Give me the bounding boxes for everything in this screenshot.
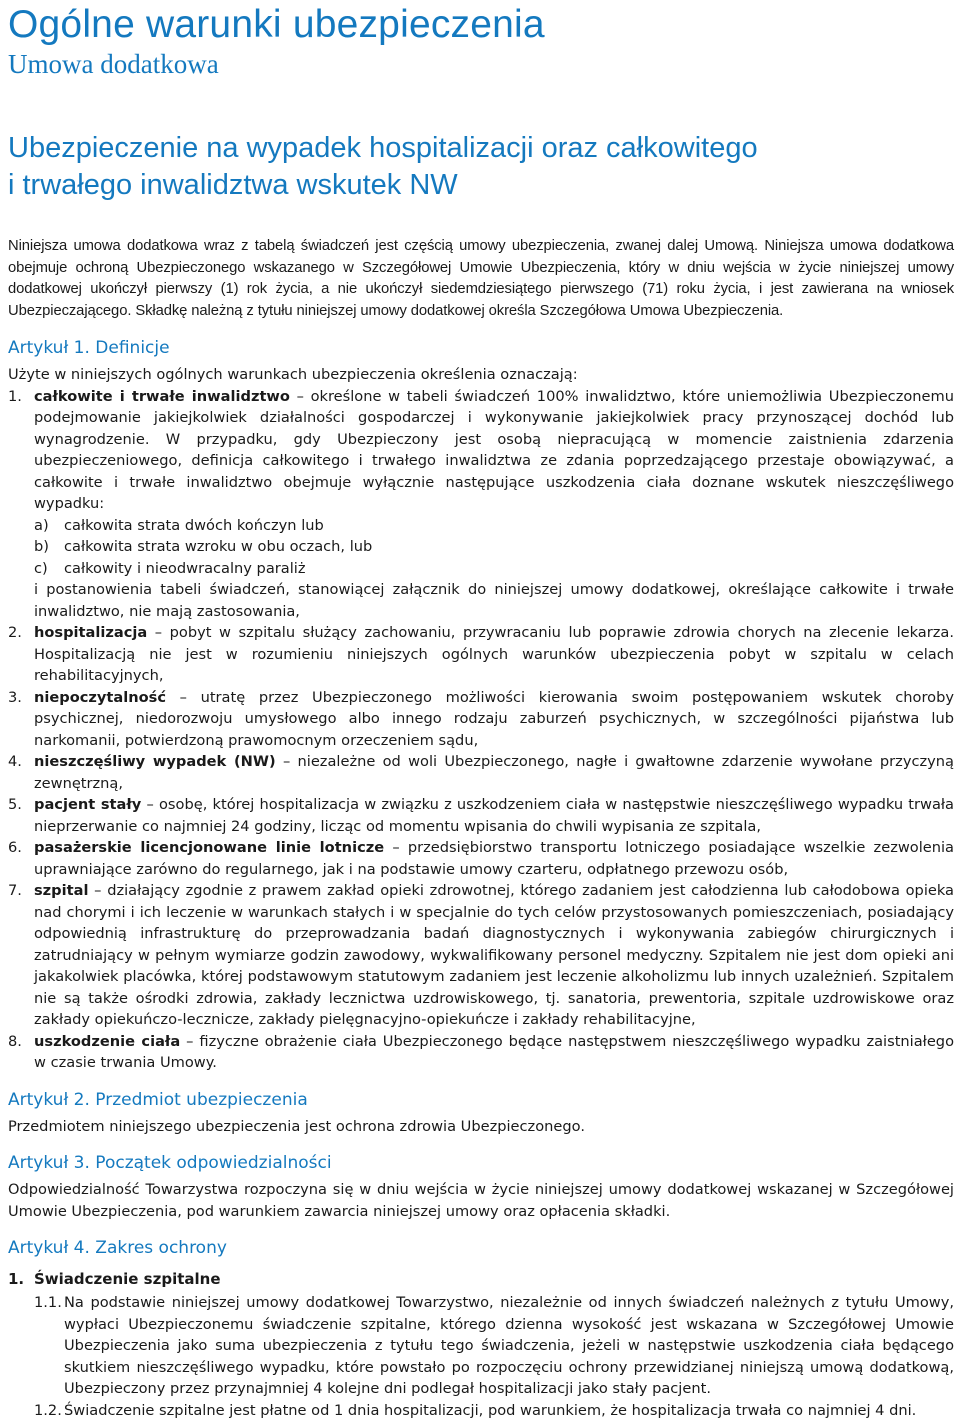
definition-number: 2. <box>8 622 34 687</box>
clause <box>8 1292 954 1400</box>
definition-number: 5. <box>8 794 34 837</box>
sublist-text: całkowita strata dwóch kończyn lub <box>64 515 324 537</box>
definition-term: pacjent stały <box>34 796 141 813</box>
article-2-heading: Artykuł 2. Przedmiot ubezpieczenia <box>8 1088 954 1112</box>
definition-number: 6. <box>8 837 34 880</box>
definition-text: – niezależne od woli Ubezpieczonego, nagłe i gwałtowne zdarzenie wywołane przyczyną zewnętrzną, <box>34 753 954 792</box>
article-4-heading: Artykuł 4. Zakres ochrony <box>8 1236 954 1260</box>
definition-term: całkowite i trwałe inwalidztwo <box>34 388 290 405</box>
sublist-letter: a) <box>34 515 64 537</box>
definition-continuation: i postanowienia tabeli świadczeń, stanowiącej załącznik do niniejszej umowy dodatkowej, określające całkowite i trwałe inwalidztwo, nie mają zastosowania, <box>34 579 954 622</box>
sublist-item <box>34 515 954 537</box>
definition-item <box>8 386 954 623</box>
definition-text: – fizyczne obrażenie ciała Ubezpieczonego będące następstwem nieszczęśliwego wypadku zaistniałego w czasie trwania Umowy. <box>34 1033 954 1072</box>
definition-text: – osobę, której hospitalizacja w związku z uszkodzeniem ciała w następstwie nieszczęśliwego wypadku trwała nieprzerwanie co najmniej 24 godziny, licząc od momentu wpisania do chwili wypisania ze szpitala, <box>34 796 954 835</box>
article-1-heading: Artykuł 1. Definicje <box>8 336 954 360</box>
document-title: Ogólne warunki ubezpieczenia <box>8 0 954 48</box>
clause <box>8 1400 954 1421</box>
definition-item <box>8 1031 954 1074</box>
clause-number: 1.2. <box>34 1400 64 1421</box>
clause-text: Świadczenie szpitalne jest płatne od 1 dnia hospitalizacji, pod warunkiem, że hospitalizacja trwała co najmniej 4 dni. <box>64 1400 954 1421</box>
definition-number: 1. <box>8 386 34 623</box>
definition-text: – utratę przez Ubezpieczonego możliwości kierowania swoim postępowaniem wskutek choroby psychicznej, niedorozwoju umysłowego albo innego rodzaju zaburzeń psychicznych, w szczególności pijaństwa lub narkomanii, potwierdzoną prawomocnym orzeczeniem sądu, <box>34 689 954 749</box>
section-number: 1. <box>8 1268 34 1290</box>
product-title-line-1: Ubezpieczenie na wypadek hospitalizacji oraz całkowitego <box>8 130 954 167</box>
section-heading <box>8 1268 954 1290</box>
definition-text: – określone w tabeli świadczeń 100% inwalidztwo, które uniemożliwia Ubezpieczonemu podejmowanie jakiejkolwiek działalności gospodarczej i wykonywanie jakiejkolwiek pracy przynoszącej dochód lub wynagrodzenie. W przypadku, gdy Ubezpieczony jest osobą niepracującą w momencie zaistnienia zdarzenia ubezpieczeniowego, definicja całkowitego i trwałego inwalidztwa ze zdania poprzedzającego przestaje obowiązywać, a całkowite i trwałe inwalidztwo obejmuje wyłącznie następujące uszkodzenia ciała doznane wskutek nieszczęśliwego wypadku: <box>34 388 954 513</box>
definition-text: – działający zgodnie z prawem zakład opieki zdrowotnej, którego zadaniem jest całodzienna lub całodobowa opieka nad chorymi i ich leczenie w warunkach stałych i w specjalnie do tych celów przystosowanych pomieszczeniach, posiadający odpowiednią infrastrukturę do przeprowadzania badań diagnostycznych i wykonywania zabiegów chirurgicznych i zatrudniający w pełnym wymiarze godzin zawodowy, wykwalifikowany personel medyczny. Szpitalem nie jest dom opieki ani jakakolwiek placówka, której podstawowym statutowym zadaniem jest leczenie alkoholizmu lub innych uzależnień. Szpitalem nie są także ośrodki zdrowia, zakłady lecznictwa uzdrowiskowego, tj. sanatoria, prewentoria, szpitale uzdrowiskowe oraz zakłady opiekuńczo-lecznicze, zakłady pielęgnacyjno-opiekuńcze i zakłady rehabilitacyjne, <box>34 882 954 1028</box>
product-title-line-2: i trwałego inwalidztwa wskutek NW <box>8 167 954 204</box>
definition-sublist <box>34 515 954 580</box>
sublist-item <box>34 536 954 558</box>
definition-item <box>8 687 954 752</box>
definition-item <box>8 837 954 880</box>
definition-number: 7. <box>8 880 34 1031</box>
definition-number: 3. <box>8 687 34 752</box>
article-1-lead: Użyte w niniejszych ogólnych warunkach ubezpieczenia określenia oznaczają: <box>8 364 954 386</box>
sublist-letter: c) <box>34 558 64 580</box>
definition-term: szpital <box>34 882 88 899</box>
definition-term: uszkodzenie ciała <box>34 1033 180 1050</box>
clause-text: Na podstawie niniejszej umowy dodatkowej Towarzystwo, niezależnie od innych świadczeń należnych z tytułu Umowy, wypłaci Ubezpieczonemu świadczenie szpitalne, którego dzienna wysokość jest wskazana w Szczegółowej Umowie Ubezpieczenia jako suma ubezpieczenia z tytułu tego świadczenia, jeżeli w następstwie uszkodzenia ciała będącego skutkiem nieszczęśliwego wypadku, które powstało po rozpoczęciu ochrony przewidzianej niniejszą umową dodatkową, Ubezpieczony przez przynajmniej 4 kolejne dni podlegał hospitalizacji jako stały pacjent. <box>64 1292 954 1400</box>
definition-number: 4. <box>8 751 34 794</box>
sublist-text: całkowita strata wzroku w obu oczach, lub <box>64 536 372 558</box>
product-title <box>8 130 954 204</box>
definition-item <box>8 622 954 687</box>
sublist-letter: b) <box>34 536 64 558</box>
definition-number: 8. <box>8 1031 34 1074</box>
definition-term: hospitalizacja <box>34 624 147 641</box>
definition-term: pasażerskie licencjonowane linie lotnicze <box>34 839 384 856</box>
sublist-text: całkowity i nieodwracalny paraliż <box>64 558 305 580</box>
definition-text: – pobyt w szpitalu służący zachowaniu, przywracaniu lub poprawie zdrowia chorych na zlecenie lekarza. Hospitalizacją nie jest w rozumieniu niniejszych ogólnych warunków ubezpieczenia pobyt w szpitalu w celach rehabilitacyjnych, <box>34 624 954 684</box>
article-3-heading: Artykuł 3. Początek odpowiedzialności <box>8 1151 954 1175</box>
sublist-item <box>34 558 954 580</box>
definition-text: – przedsiębiorstwo transportu lotniczego posiadające wszelkie zezwolenia uprawniające zarówno do regularnego, jak i na podstawie umowy czarteru, odpłatnego przewozu osób, <box>34 839 954 878</box>
clause-number: 1.1. <box>34 1292 64 1400</box>
document <box>8 0 954 1421</box>
definition-item <box>8 794 954 837</box>
intro-paragraph: Niniejsza umowa dodatkowa wraz z tabelą świadczeń jest częścią umowy ubezpieczenia, zwanej dalej Umową. Niniejsza umowa dodatkowa obejmuje ochroną Ubezpieczonego wskazanego w Szczegółowej Umowie Ubezpieczenia, który w dniu wejścia w życie niniejszej umowy dodatkowej ukończył pierwszy (1) rok życia, a nie ukończył siedemdziesiątego pierwszego (71) roku życia, i jest zawierana na wniosek Ubezpieczającego. Składkę należną z tytułu niniejszej umowy dodatkowej określa Szczegółowa Umowa Ubezpieczenia. <box>8 236 954 322</box>
definition-item <box>8 751 954 794</box>
definition-term: niepoczytalność <box>34 689 166 706</box>
definition-item <box>8 880 954 1031</box>
article-3-text: Odpowiedzialność Towarzystwa rozpoczyna się w dniu wejścia w życie niniejszej umowy dodatkowej wskazanej w Szczegółowej Umowie Ubezpieczenia, pod warunkiem zawarcia niniejszej umowy oraz opłacenia składki. <box>8 1179 954 1222</box>
section-title: Świadczenie szpitalne <box>34 1268 221 1290</box>
article-2-text: Przedmiotem niniejszego ubezpieczenia jest ochrona zdrowia Ubezpieczonego. <box>8 1116 954 1138</box>
definition-term: nieszczęśliwy wypadek (NW) <box>34 753 276 770</box>
definitions-list <box>8 386 954 1074</box>
document-subtitle: Umowa dodatkowa <box>8 48 954 80</box>
